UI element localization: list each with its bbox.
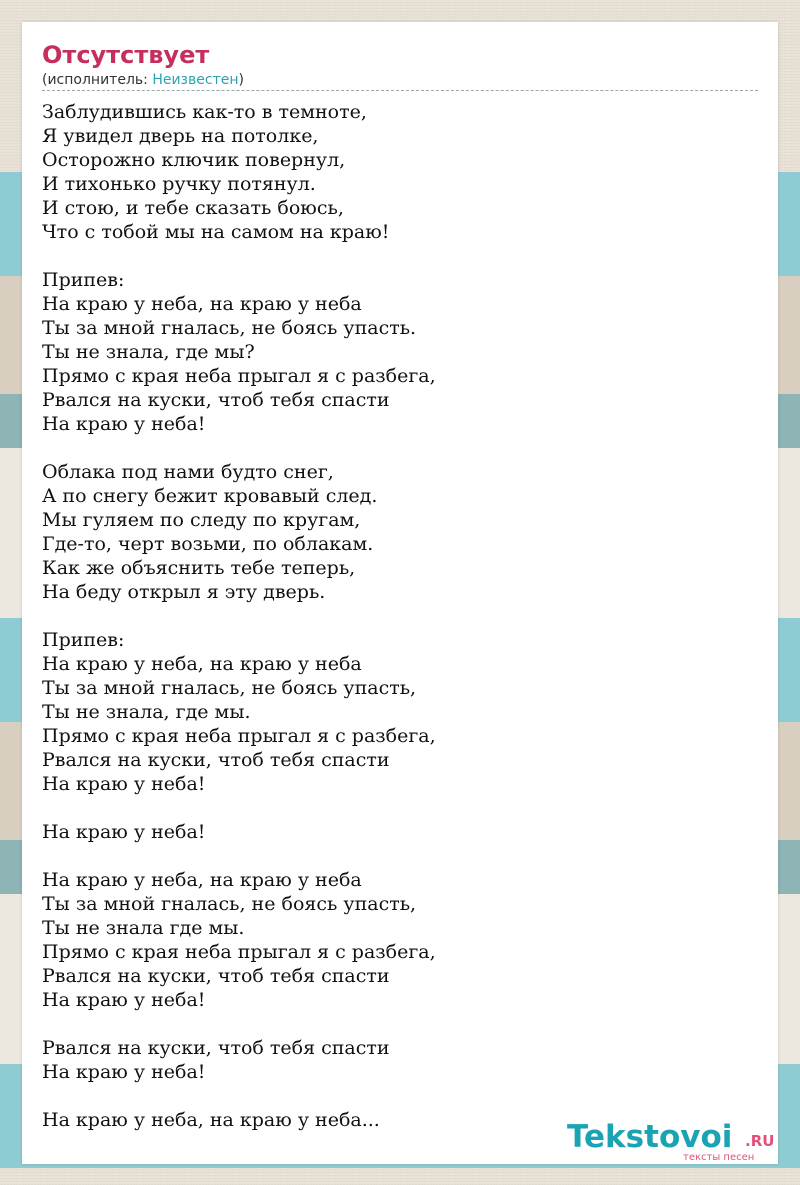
lyric-line: Как же объяснить тебе теперь,: [42, 557, 356, 579]
lyric-line: [42, 796, 762, 820]
lyric-line: На краю у неба!: [42, 773, 206, 795]
lyric-line: [42, 604, 762, 628]
lyric-line: Прямо с края неба прыгал я с разбега,: [42, 365, 436, 387]
lyric-line: Рвался на куски, чтоб тебя спасти: [42, 749, 390, 771]
artist-line: [42, 71, 244, 89]
lyric-line: Прямо с края неба прыгал я с разбега,: [42, 725, 436, 747]
artist-link[interactable]: Неизвестен: [152, 72, 239, 88]
artist-suffix: ): [238, 72, 244, 88]
lyric-line: Припев:: [42, 269, 125, 291]
lyric-line: Ты за мной гналась, не боясь упасть.: [42, 317, 417, 339]
lyric-line: [42, 1084, 762, 1108]
lyric-line: Ты за мной гналась, не боясь упасть,: [42, 893, 417, 915]
lyric-line: Осторожно ключик повернул,: [42, 149, 346, 171]
lyric-line: И тихонько ручку потянул.: [42, 173, 316, 195]
lyric-line: [42, 436, 762, 460]
lyric-line: Ты не знала, где мы.: [42, 701, 251, 723]
lyric-line: Рвался на куски, чтоб тебя спасти: [42, 1037, 390, 1059]
song-title: Отсутствует: [42, 41, 210, 69]
lyric-line: Рвался на куски, чтоб тебя спасти: [42, 389, 390, 411]
lyric-line: Заблудившись как-то в темноте,: [42, 101, 367, 123]
logo-tagline: тексты песен: [683, 1152, 755, 1163]
lyric-line: На краю у неба, на краю у неба: [42, 293, 362, 315]
lyric-line: Облака под нами будто снег,: [42, 461, 334, 483]
lyric-line: На краю у неба!: [42, 989, 206, 1011]
lyric-line: Мы гуляем по следу по кругам,: [42, 509, 361, 531]
lyric-line: Где-то, черт возьми, по облакам.: [42, 533, 374, 555]
lyric-line: [42, 1012, 762, 1036]
lyric-line: На краю у неба!: [42, 821, 206, 843]
logo-wordmark: Tekstovoi: [567, 1119, 733, 1155]
lyric-line: Я увидел дверь на потолке,: [42, 125, 319, 147]
lyrics-card: [22, 22, 778, 1164]
lyrics-text: [42, 100, 762, 1132]
site-logo[interactable]: [567, 1119, 775, 1163]
lyric-line: На краю у неба!: [42, 413, 206, 435]
lyric-line: Припев:: [42, 629, 125, 651]
logo-domain: .RU: [745, 1132, 775, 1150]
artist-prefix: (исполнитель:: [42, 72, 153, 88]
lyric-line: Ты не знала, где мы?: [42, 341, 255, 363]
lyric-line: [42, 844, 762, 868]
lyric-line: Что с тобой мы на самом на краю!: [42, 221, 390, 243]
lyric-line: А по снегу бежит кровавый след.: [42, 485, 378, 507]
lyric-line: На краю у неба!: [42, 1061, 206, 1083]
lyric-line: Прямо с края неба прыгал я с разбега,: [42, 941, 436, 963]
lyric-line: Рвался на куски, чтоб тебя спасти: [42, 965, 390, 987]
lyric-line: На краю у неба, на краю у неба...: [42, 1109, 380, 1131]
lyric-line: [42, 244, 762, 268]
lyric-line: Ты не знала где мы.: [42, 917, 245, 939]
lyric-line: На беду открыл я эту дверь.: [42, 581, 326, 603]
lyric-line: И стою, и тебе сказать боюсь,: [42, 197, 344, 219]
title-divider: [42, 90, 758, 91]
lyric-line: На краю у неба, на краю у неба: [42, 653, 362, 675]
lyric-line: На краю у неба, на краю у неба: [42, 869, 362, 891]
lyric-line: Ты за мной гналась, не боясь упасть,: [42, 677, 417, 699]
